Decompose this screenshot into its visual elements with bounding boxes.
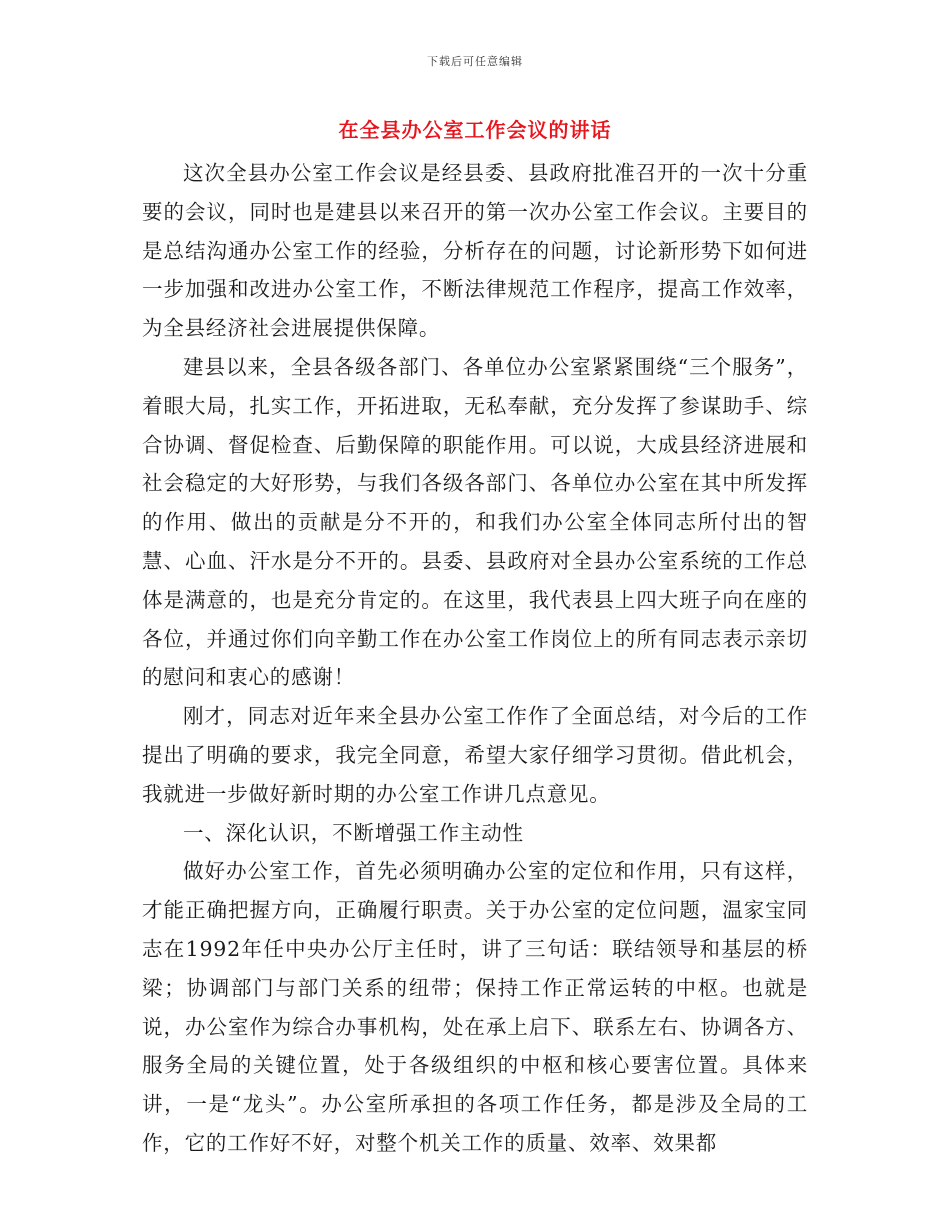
paragraph-intro: 这次全县办公室工作会议是经县委、县政府批准召开的一次十分重要的会议，同时也是建县以来召开的第一次办公室工作会议。主要目的是总结沟通办公室工作的经验，分析存在的问题，讨论新形势下如何进一步加强和改进办公室工作，不断法律规范工作程序，提高工作效率，为全县经济社会进展提供保障。	[142, 161, 808, 341]
section-heading: 一、深化认识，不断增强工作主动性	[183, 820, 524, 845]
document-title: 在全县办公室工作会议的讲话	[338, 118, 612, 142]
paragraph-section-one: 做好办公室工作，首先必须明确办公室的定位和作用，只有这样，才能正确把握方向，正确履行职责。关于办公室的定位问题，温家宝同志在1992年任中央办公厅主任时，讲了三句话：联结领导和基层的桥梁；协调部门与部门关系的纽带；保持工作正常运转的中枢。也就是说，办公室作为综合办事机构，处在承上启下、联系左右、协调各方、服务全局的关键位置，处于各级组织的中枢和核心要害位置。具体来讲，一是“龙头”。办公室所承担的各项工作任务，都是涉及全局的工作，它的工作好不好，对整个机关工作的质量、效率、效果都	[142, 859, 808, 1155]
page-header-note: 下载后可任意编辑	[427, 55, 523, 68]
paragraph-opinions: 刚才，同志对近年来全县办公室工作作了全面总结，对今后的工作提出了明确的要求，我完全同意，希望大家仔细学习贯彻。借此机会，我就进一步做好新时期的办公室工作讲几点意见。	[142, 704, 808, 806]
document-body	[142, 154, 808, 1163]
paragraph-achievements: 建县以来，全县各级各部门、各单位办公室紧紧围绕“三个服务”，着眼大局，扎实工作，开拓进取，无私奉献，充分发挥了参谋助手、综合协调、督促检查、后勤保障的职能作用。可以说，大成县经济进展和社会稳定的大好形势，与我们各级各部门、各单位办公室在其中所发挥的作用、做出的贡献是分不开的，和我们办公室全体同志所付出的智慧、心血、汗水是分不开的。县委、县政府对全县办公室系统的工作总体是满意的，也是充分肯定的。在这里，我代表县上四大班子向在座的各位，并通过你们向辛勤工作在办公室工作岗位上的所有同志表示亲切的慰问和衷心的感谢！	[142, 354, 808, 690]
